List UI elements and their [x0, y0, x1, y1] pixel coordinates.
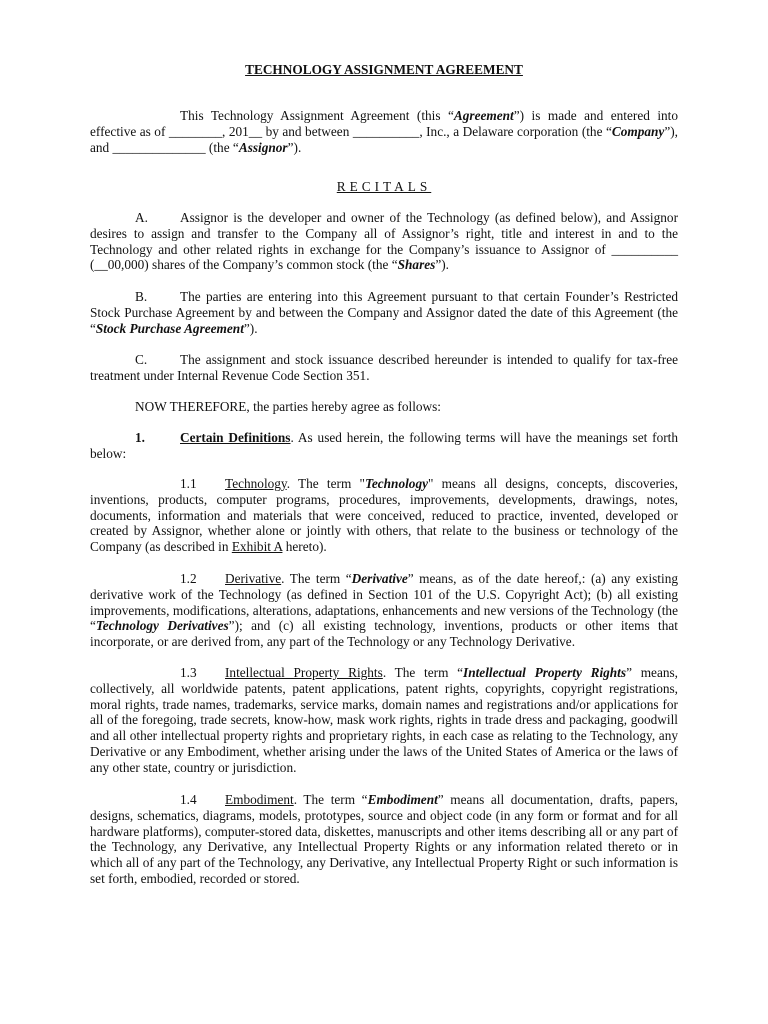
term-technology-derivatives: Technology Derivatives [95, 618, 229, 634]
section-1-2: 1.2 Derivative. The term “Derivative” means, as of the date hereof,: (a) any existing derivative work of the Technology (as defined in Section 101 of the U.S. Copyright Act); (b) all existing improvements, modifications, alterations, adaptations, enhancements and new versions of the Technology (the “Technology Derivatives”); and (c) all existing technology, inventions, products or other items that incorporate, or are derived from, any part of the Technology or any Technology Derivative. [90, 571, 678, 650]
document-title: TECHNOLOGY ASSIGNMENT AGREEMENT [245, 62, 523, 77]
term-embodiment: Embodiment [367, 792, 438, 807]
exhibit-a-reference: Exhibit A [231, 539, 283, 555]
section-1-2-heading: Derivative [225, 571, 282, 586]
section-1-number: 1. [135, 430, 145, 445]
section-1-2-number: 1.2 [180, 571, 197, 586]
section-1-4-heading: Embodiment [225, 792, 294, 807]
section-1-3-heading: Intellectual Property Rights [225, 665, 383, 680]
recital-c-label: C. [135, 352, 148, 367]
recital-a-label: A. [135, 210, 148, 225]
term-assignor: Assignor [238, 139, 288, 155]
recital-a: A. Assignor is the developer and owner of the Technology (as defined below), and Assignor desires to assign and transfer to the Company all of Assignor’s right, title and interest in and to the Technology and other related rights in exchange for the Company’s issuance to Assignor of __________ (__00,000) shares of the Company’s common stock (the “Shares”). [90, 210, 678, 273]
term-company: Company [611, 123, 665, 139]
term-derivative: Derivative [351, 571, 408, 586]
section-1: 1. Certain Definitions. As used herein, the following terms will have the meanings set forth below: [90, 430, 679, 461]
section-1-heading: Certain Definitions [180, 430, 291, 445]
term-technology: Technology [364, 476, 428, 491]
section-1-1-number: 1.1 [180, 476, 197, 491]
now-therefore: NOW THEREFORE, the parties hereby agree as follows: [135, 399, 442, 414]
intro-paragraph: This Technology Assignment Agreement (this “Agreement”) is made and entered into effective as of ________, 201__ by and between __________, Inc., a Delaware corporation (the “Company”), and ______________ (the “Assignor”). [90, 108, 678, 155]
section-1-4-number: 1.4 [180, 792, 197, 807]
recitals-heading: RECITALS [336, 179, 432, 194]
term-intellectual-property-rights: Intellectual Property Rights [463, 665, 627, 680]
section-1-1: 1.1 Technology. The term "Technology" means all designs, concepts, discoveries, inventions, products, computer programs, procedures, improvements, developments, drawings, notes, documents, information and materials that were conceived, reduced to practice, invented, developed or created by Assignor, whether alone or jointly with others, that relate to the business or technology of the Company (as described in Exhibit A hereto). [90, 476, 679, 555]
term-shares: Shares [397, 257, 436, 273]
section-1-1-heading: Technology [225, 476, 287, 491]
term-agreement: Agreement [453, 108, 514, 123]
section-1-3-number: 1.3 [180, 665, 197, 680]
recital-b: B. The parties are entering into this Agreement pursuant to that certain Founder’s Restricted Stock Purchase Agreement by and between the Company and Assignor dated the date of this Agreement (the “Stock Purchase Agreement”). [90, 289, 678, 336]
recital-b-label: B. [135, 289, 148, 304]
section-1-4: 1.4 Embodiment. The term “Embodiment” means all documentation, drafts, papers, designs, schematics, diagrams, models, prototypes, source and object code (in any form or format and for all hardware platforms), computer-stored data, diskettes, manuscripts and other items describing all or any part of the Technology, any Derivative, any Intellectual Property Rights or any information related thereto or in which all of any part of the Technology, any Derivative, any Intellectual Property Right or such information is set forth, embodied, recorded or stored. [90, 792, 679, 886]
recital-c: C. The assignment and stock issuance described hereunder is intended to qualify for tax-free treatment under Internal Revenue Code Section 351. [90, 352, 678, 383]
term-stock-purchase-agreement: Stock Purchase Agreement [95, 320, 244, 336]
section-1-3: 1.3 Intellectual Property Rights. The term “Intellectual Property Rights” means, collectively, all worldwide patents, patent applications, patent rights, copyrights, copyright registrations, moral rights, trade names, trademarks, service marks, domain names and registrations and/or applications for all of the foregoing, trade secrets, know-how, mask work rights, rights in trade dress and packaging, goodwill and all other intellectual property rights and proprietary rights, in each case as relating to the Technology, any Derivative or any Embodiment, whether arising under the laws of the United States of America or the laws of any other state, country or jurisdiction. [90, 665, 678, 775]
